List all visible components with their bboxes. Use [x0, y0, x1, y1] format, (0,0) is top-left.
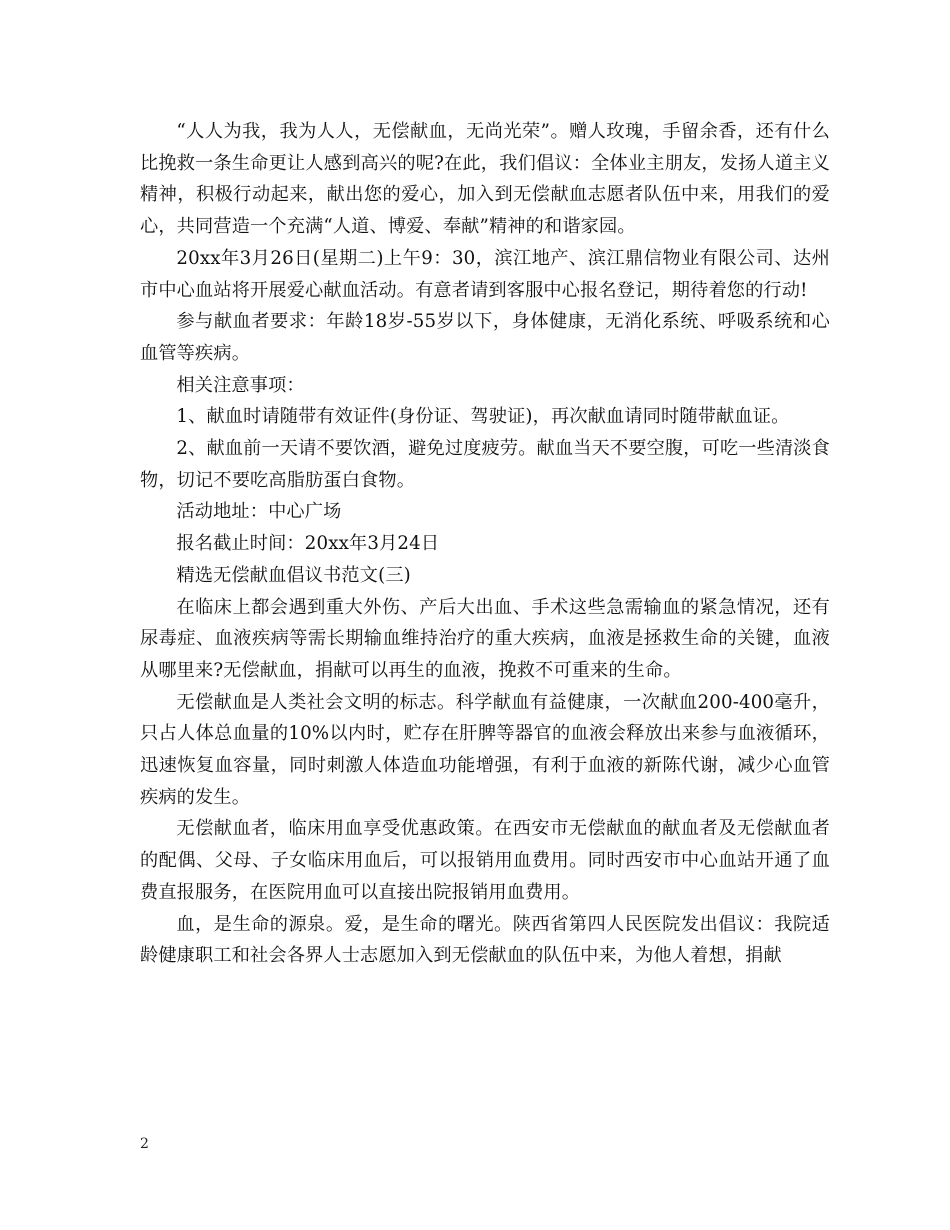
paragraph-event-address: 活动地址：中心广场 — [176, 501, 342, 523]
paragraph-clinical-need: 在临床上都会遇到重大外伤、产后大出血、手术这些急需输血的紧急情况，还有尿毒症、血液疾病等需长期输血维持治疗的重大疾病，血液是拯救生命的关键，血液从哪里来?无偿献血，捐献可以再生的血液，挽救不可重来的生命。 — [140, 596, 830, 681]
paragraph-note-2: 2、献血前一天请不要饮酒，避免过度疲劳。献血当天不要空腹，可吃一些清淡食物，切记不要吃高脂肪蛋白食物。 — [140, 438, 830, 491]
document-body — [140, 116, 830, 972]
paragraph-note-1: 1、献血时请随带有效证件(身份证、驾驶证)，再次献血请同时随带献血证。 — [176, 406, 790, 428]
paragraph-event-time: 20xx年3月26日(星期二)上午9：30，滨江地产、滨江鼎信物业有限公司、达州市中心血站将开展爱心献血活动。有意者请到客服中心报名登记，期待着您的行动! — [140, 247, 830, 301]
paragraph-proverb-appeal: “人人为我，我为人人，无偿献血，无尚光荣”。赠人玫瑰，手留余香，还有什么比挽救一条生命更让人感到高兴的呢?在此，我们倡议：全体业主朋友，发扬人道主义精神，积极行动起来，献出您的爱心，加入到无偿献血志愿者队伍中来，用我们的爱心，共同营造一个充满“人道、博爱、奉献”精神的和谐家园。 — [140, 121, 830, 238]
paragraph-hospital-appeal: 血，是生命的源泉。爱，是生命的曙光。陕西省第四人民医院发出倡议：我院适龄健康职工和社会各界人士志愿加入到无偿献血的队伍中来，为他人着想，捐献 — [140, 913, 830, 967]
paragraph-notes-heading: 相关注意事项： — [176, 374, 305, 396]
paragraph-donor-requirements: 参与献血者要求：年龄18岁-55岁以下，身体健康，无消化系统、呼吸系统和心血管等疾病。 — [140, 311, 830, 364]
paragraph-donor-policy: 无偿献血者，临床用血享受优惠政策。在西安市无偿献血的献血者及无偿献血者的配偶、父母、子女临床用血后，可以报销用血费用。同时西安市中心血站开通了血费直报服务，在医院用血可以直接出院报销用血费用。 — [140, 818, 830, 903]
paragraph-health-benefits: 无偿献血是人类社会文明的标志。科学献血有益健康，一次献血200-400毫升，只占人体总血量的10%以内时，贮存在肝脾等器官的血液会释放出来参与血液循环，迅速恢复血容量，同时刺激人体造血功能增强，有利于血液的新陈代谢，减少心血管疾病的发生。 — [140, 691, 830, 808]
paragraph-registration-deadline: 报名截止时间：20xx年3月24日 — [176, 533, 440, 555]
section-title: 精选无偿献血倡议书范文(三) — [176, 564, 411, 586]
page-number: 2 — [140, 1136, 149, 1152]
